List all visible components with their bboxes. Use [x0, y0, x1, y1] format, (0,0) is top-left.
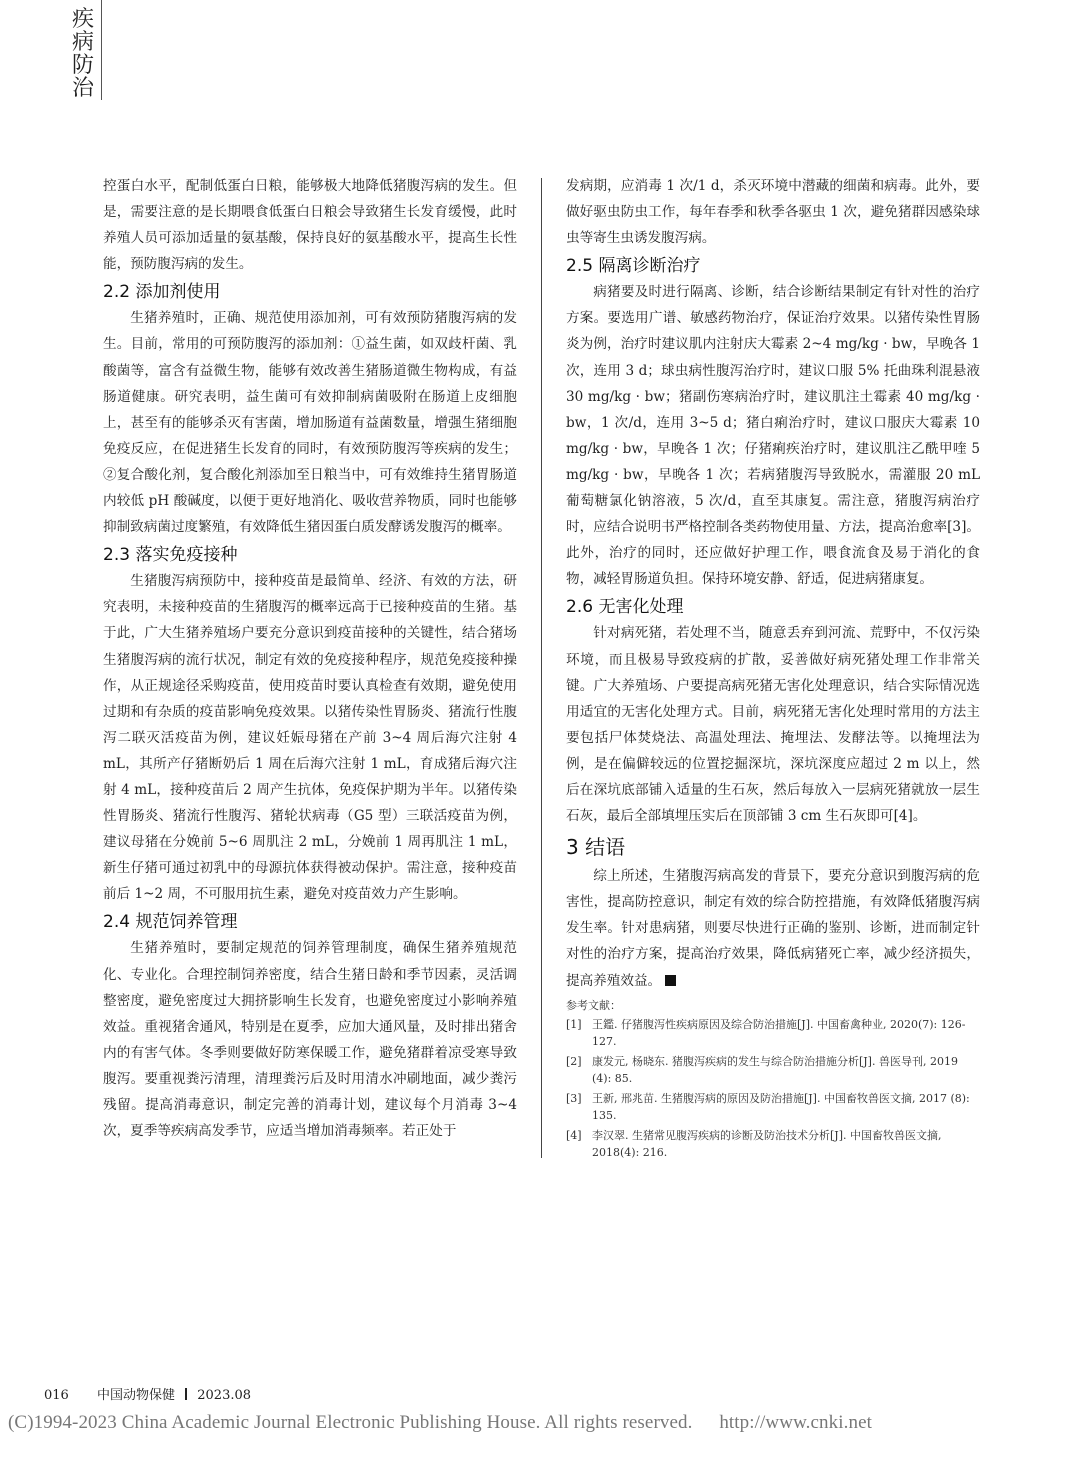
- reference-number: [2]: [566, 1054, 582, 1068]
- section-2-5-heading: 2.5 隔离诊断治疗: [566, 256, 701, 277]
- page-number: 016: [44, 1388, 69, 1403]
- section-2-4-heading: 2.4 规范饲养管理: [103, 912, 238, 933]
- reference-text: 康发元, 杨晓东. 猪腹泻疾病的发生与综合防治措施分析[J]. 兽医导刊, 2019 (4): 85.: [592, 1054, 958, 1085]
- section-2-5-paragraph: 病猪要及时进行隔离、诊断，结合诊断结果制定有针对性的治疗方案。要选用广谱、敏感药物治疗，保证治疗效果。以猪传染性胃肠炎为例，治疗时建议肌内注射庆大霉素 2~4 mg/kg · bw，早晚各 1 次，连用 3 d；球虫病性腹泻治疗时，建议口服 5% 托曲珠利混悬液 30 mg/kg · bw；猪副伤寒病治疗时，建议肌注土霉素 40 mg/kg · bw，1 次/d，连用 3~5 d；猪白痢治疗时，建议口服庆大霉素 10 mg/kg · bw，早晚各 1 次；仔猪痢疾治疗时，建议肌注乙酰甲喹 5 mg/kg · bw，早晚各 1 次；若病猪腹泻导致脱水，需灌服 20 mL 葡萄糖氯化钠溶液，5 次/d，直至其康复。需注意，猪腹泻病治疗时，应结合说明书严格控制各类药物使用量、方法，提高治愈率[3]。此外，治疗的同时，还应做好护理工作，喂食流食及易于消化的食物，减轻胃肠道负担。保持环境安静、舒适，促进病猪康复。: [566, 284, 980, 588]
- section-2-3-paragraph: 生猪腹泻病预防中，接种疫苗是最简单、经济、有效的方法，研究表明，未接种疫苗的生猪腹泻的概率远高于已接种疫苗的生猪。基于此，广大生猪养殖场户要充分意识到疫苗接种的关键性，结合猪场生猪腹泻病的流行状况，制定有效的免疫接种程序，规范免疫接种操作，从正规途径采购疫苗，使用疫苗时要认真检查有效期，避免使用过期和有杂质的疫苗影响免疫效果。以猪传染性胃肠炎、猪流行性腹泻二联灭活疫苗为例，建议妊娠母猪在产前 3~4 周后海穴注射 4 mL，其所产仔猪断奶后 1 周在后海穴注射 1 mL，育成猪后海穴注射 4 mL，接种疫苗后 2 周产生抗体，免疫保护期为半年。以猪传染性胃肠炎、猪流行性腹泻、猪轮状病毒（G5 型）三联活疫苗为例，建议母猪在分娩前 5~6 周肌注 2 mL，分娩前 1 周再肌注 1 mL，新生仔猪可通过初乳中的母源抗体获得被动保护。需注意，接种疫苗前后 1~2 周，不可服用抗生素，避免对疫苗效力产生影响。: [103, 573, 517, 903]
- reference-item: [566, 1053, 980, 1087]
- section-side-label: 疾病防治: [71, 7, 94, 101]
- reference-number: [1]: [566, 1017, 582, 1031]
- section-2-2-paragraph: 生猪养殖时，正确、规范使用添加剂，可有效预防猪腹泻病的发生。目前，常用的可预防腹泻的添加剂：①益生菌，如双歧杆菌、乳酸菌等，富含有益微生物，能够有效改善生猪肠道微生物构成，有益肠道健康。研究表明，益生菌可有效抑制病菌吸附在肠道上皮细胞上，甚至有的能够杀灭有害菌，增加肠道有益菌数量，增强生猪细胞免疫反应，在促进猪生长发育的同时，有效预防腹泻等疾病的发生；②复合酸化剂，复合酸化剂添加至日粮当中，可有效维持生猪胃肠道内较低 pH 酸碱度，以便于更好地消化、吸收营养物质，同时也能够抑制致病菌过度繁殖，有效降低生猪因蛋白质发酵诱发腹泻的概率。: [103, 310, 517, 536]
- section-2-3-heading: 2.3 落实免疫接种: [103, 545, 238, 566]
- footer-separator: [185, 1388, 187, 1400]
- section-3-heading: 3 结语: [566, 835, 626, 860]
- section-2-6-heading: 2.6 无害化处理: [566, 597, 684, 618]
- end-mark-icon: [665, 975, 676, 986]
- section-2-6-paragraph: 针对病死猪，若处理不当，随意丢弃到河流、荒野中，不仅污染环境，而且极易导致疫病的扩散，妥善做好病死猪处理工作非常关键。广大养殖场、户要提高病死猪无害化处理意识，结合实际情况选用适宜的无害化处理方式。目前，病死猪无害化处理时常用的方法主要包括尸体焚烧法、高温处理法、掩埋法、发酵法等。以掩埋法为例，是在偏僻较远的位置挖掘深坑，深坑深度应超过 2 m 以上，然后在深坑底部铺入适量的生石灰，然后每放入一层病死猪就放一层生石灰，最后全部填埋压实后在顶部铺 3 cm 生石灰即可[4]。: [566, 625, 980, 825]
- reference-item: [566, 1090, 980, 1124]
- reference-text: 王鑑. 仔猪腹泻性疾病原因及综合防治措施[J]. 中国畜禽种业, 2020(7): 126-127.: [592, 1017, 966, 1048]
- left-column: [103, 173, 517, 1144]
- copyright-text: (C)1994-2023 China Academic Journal Electronic Publishing House. All rights reserved.: [8, 1412, 693, 1433]
- reference-number: [4]: [566, 1128, 582, 1142]
- journal-issue: 2023.08: [197, 1388, 252, 1403]
- reference-item: [566, 1016, 980, 1050]
- section-2-2-heading: 2.2 添加剂使用: [103, 282, 221, 303]
- copyright-line: [8, 1412, 872, 1434]
- column-divider: [541, 178, 542, 1158]
- reference-number: [3]: [566, 1091, 582, 1105]
- page-footer: [44, 1384, 251, 1403]
- conclusion-text: 综上所述，生猪腹泻病高发的背景下，要充分意识到腹泻病的危害性，提高防控意识，制定有效的综合防控措施，有效降低猪腹泻病发生率。针对患病猪，则要尽快进行正确的鉴别、诊断，进而制定针对性的治疗方案，提高治疗效果，降低病猪死亡率，减少经济损失，提高养殖效益。: [566, 868, 980, 989]
- reference-text: 李汉翠. 生猪常见腹泻疾病的诊断及防治技术分析[J]. 中国畜牧兽医文摘, 2018(4): 216.: [592, 1128, 942, 1159]
- journal-name: 中国动物保健: [96, 1388, 175, 1403]
- reference-item: [566, 1127, 980, 1161]
- section-2-4-paragraph: 生猪养殖时，要制定规范的饲养管理制度，确保生猪养殖规范化、专业化。合理控制饲养密度，结合生猪日龄和季节因素，灵活调整密度，避免密度过大拥挤影响生长发育，也避免密度过小影响养殖效益。重视猪舍通风，特别是在夏季，应加大通风量，及时排出猪舍内的有害气体。冬季则要做好防寒保暖工作，避免猪群着凉受寒导致腹泻。要重视粪污清理，清理粪污后及时用清水冲刷地面，减少粪污残留。提高消毒意识，制定完善的消毒计划，建议每个月消毒 3~4 次，夏季等疾病高发季节，应适当增加消毒频率。若正处于: [103, 940, 517, 1140]
- references-title: 参考文献：: [566, 998, 621, 1012]
- reference-text: 王新, 邢兆苗. 生猪腹泻病的原因及防治措施[J]. 中国畜牧兽医文摘, 2017 (8): 135.: [592, 1091, 970, 1122]
- continued-paragraph: 发病期，应消毒 1 次/1 d，杀灭环境中潜藏的细菌和病毒。此外，要做好驱虫防虫工作，每年春季和秋季各驱虫 1 次，避免猪群因感染球虫等寄生虫诱发腹泻病。: [566, 178, 980, 247]
- copyright-url: http://www.cnki.net: [719, 1412, 872, 1433]
- conclusion-paragraph: [566, 863, 980, 993]
- right-column: [566, 173, 980, 1164]
- intro-paragraph: 控蛋白水平，配制低蛋白日粮，能够极大地降低猪腹泻病的发生。但是，需要注意的是长期喂食低蛋白日粮会导致猪生长发育缓慢，此时养殖人员可添加适量的氨基酸，保持良好的氨基酸水平，提高生长性能，预防腹泻病的发生。: [103, 178, 517, 273]
- side-divider: [101, 0, 102, 100]
